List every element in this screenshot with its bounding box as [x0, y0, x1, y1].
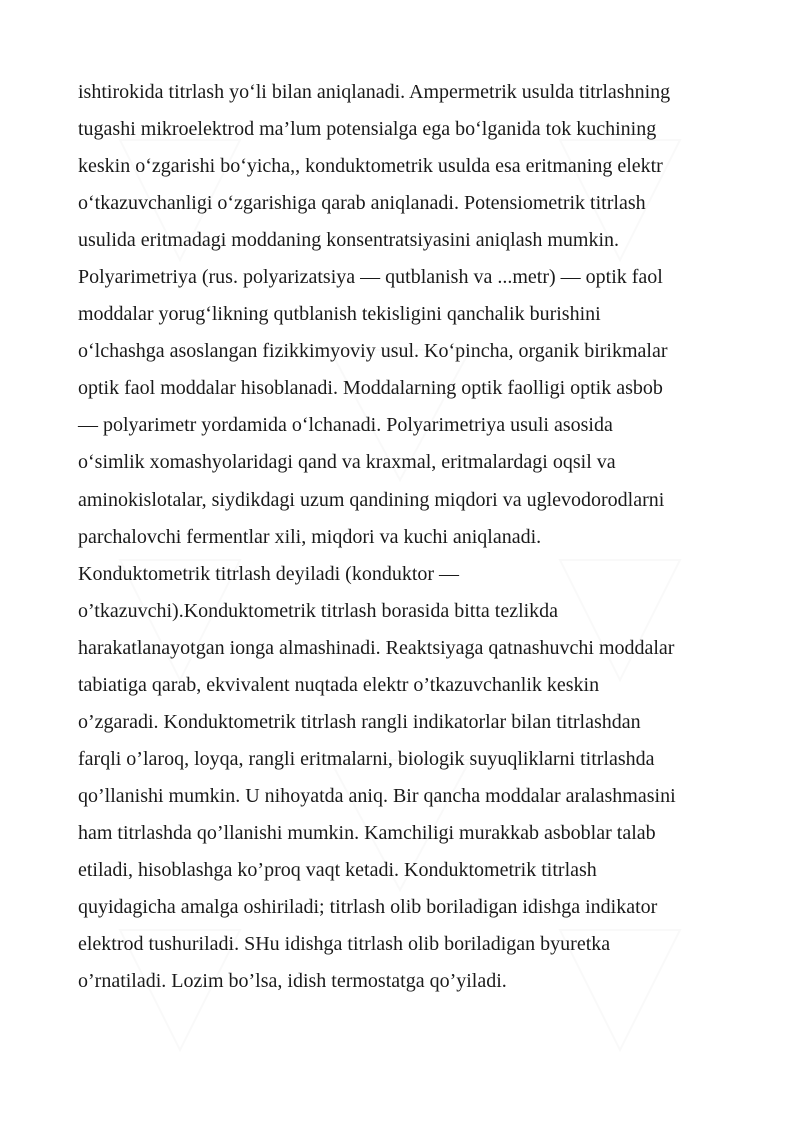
- text-line: etiladi, hisoblashga ko’proq vaqt ketadi. Konduktometrik titrlash: [78, 858, 597, 881]
- text-line: aminokislotalar, siydikdagi uzum qandining miqdori va uglevodorodlarni: [78, 488, 665, 511]
- text-line: keskin o‘zgarishi bo‘yicha,, konduktometrik usulda esa eritmaning elektr: [78, 155, 663, 178]
- text-line: o’tkazuvchi).Konduktometrik titrlash borasida bitta tezlikda: [78, 599, 559, 622]
- body-text: [78, 74, 758, 1000]
- text-line: tabiatiga qarab, ekvivalent nuqtada elektr o’tkazuvchanlik keskin: [78, 673, 600, 696]
- text-line: harakatlanayotgan ionga almashinadi. Reaktsiyaga qatnashuvchi moddalar: [78, 636, 675, 659]
- text-line: Polyarimetriya (rus. polyarizatsiya — qutblanish va ...metr) — optik faol: [78, 266, 663, 289]
- text-line: quyidagicha amalga oshiriladi; titrlash olib boriladigan idishga indikator: [78, 896, 658, 919]
- text-line: o’rnatiladi. Lozim bo’lsa, idish termostatga qo’yiladi.: [78, 970, 507, 993]
- text-line: usulida eritmadagi moddaning konsentratsiyasini aniqlash mumkin.: [78, 229, 620, 252]
- text-line: o‘tkazuvchanligi o‘zgarishiga qarab aniqlanadi. Potensiometrik titrlash: [78, 192, 646, 215]
- text-line: ishtirokida titrlash yo‘li bilan aniqlanadi. Ampermetrik usulda titrlashning: [78, 81, 671, 103]
- text-line: o’zgaradi. Konduktometrik titrlash rangli indikatorlar bilan titrlashdan: [78, 710, 641, 733]
- text-line: o‘simlik xomashyolaridagi qand va kraxmal, eritmalardagi oqsil va: [78, 451, 616, 474]
- text-line: o‘lchashga asoslangan fizikkimyoviy usul. Ko‘pincha, organik birikmalar: [78, 340, 668, 363]
- text-line: Konduktometrik titrlash deyiladi (konduktor —: [78, 562, 460, 585]
- text-line: — polyarimetr yordamida o‘lchanadi. Polyarimetriya usuli asosida: [78, 414, 613, 437]
- text-line: moddalar yorug‘likning qutblanish tekisligini qanchalik burishini: [78, 303, 601, 326]
- text-line: elektrod tushuriladi. SHu idishga titrlash olib boriladigan byuretka: [78, 933, 611, 956]
- text-line: ham titrlashda qo’llanishi mumkin. Kamchiligi murakkab asboblar talab: [78, 821, 656, 844]
- text-line: farqli o’laroq, loyqa, rangli eritmalarni, biologik suyuqliklarni titrlashda: [78, 747, 655, 770]
- text-line: parchalovchi fermentlar xili, miqdori va kuchi aniqlanadi.: [78, 525, 542, 548]
- text-line: tugashi mikroelektrod ma’lum potensialga ega bo‘lganida tok kuchining: [78, 118, 657, 141]
- text-line: qo’llanishi mumkin. U nihoyatda aniq. Bir qancha moddalar aralashmasini: [78, 784, 676, 807]
- text-line: optik faol moddalar hisoblanadi. Moddalarning optik faolligi optik asbob: [78, 377, 663, 400]
